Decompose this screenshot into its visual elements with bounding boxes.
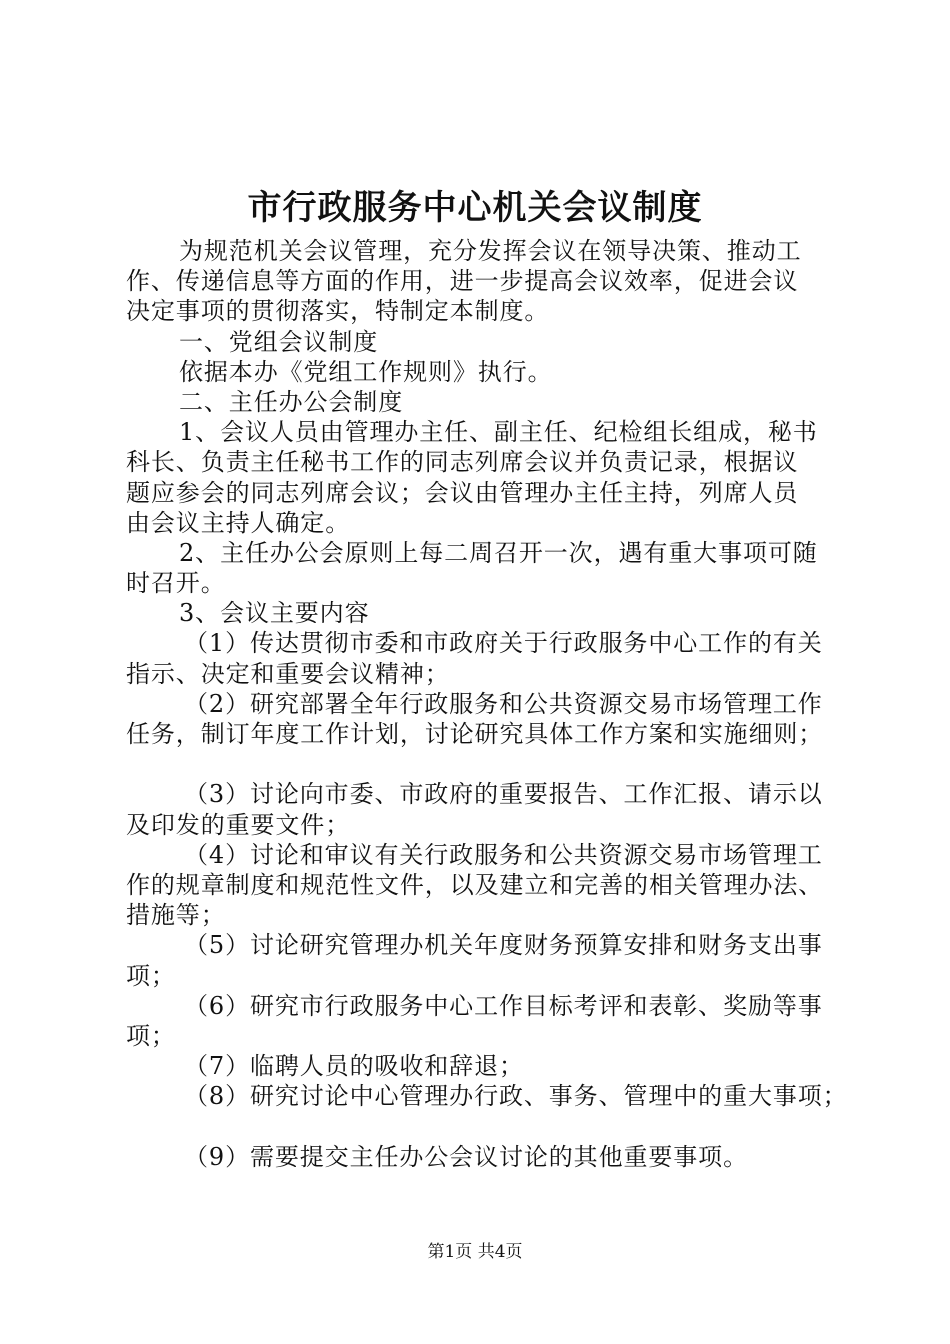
- document-body: [126, 236, 848, 1172]
- list-item-line: （1）传达贯彻市委和市政府关于行政服务中心工作的有关: [184, 629, 823, 658]
- paragraph-line: 题应参会的同志列席会议；会议由管理办主任主持，列席人员: [126, 478, 799, 507]
- section-heading: 一、党组会议制度: [179, 327, 379, 356]
- paragraph-line: 时召开。: [126, 569, 226, 598]
- paragraph-line: 1、会议人员由管理办主任、副主任、纪检组长组成，秘书: [179, 418, 818, 447]
- list-item-line: 项；: [126, 961, 176, 990]
- paragraph-line: 依据本办《党组工作规则》执行。: [179, 357, 553, 386]
- subsection-heading: 3、会议主要内容: [179, 599, 370, 628]
- list-item-line: 作的规章制度和规范性文件，以及建立和完善的相关管理办法、: [126, 870, 824, 899]
- list-item-line: （2）研究部署全年行政服务和公共资源交易市场管理工作: [184, 689, 823, 718]
- blank-line: [126, 1111, 838, 1141]
- paragraph-line: 作、传递信息等方面的作用，进一步提高会议效率，促进会议: [126, 267, 799, 296]
- page-footer: 第1页 共4页: [427, 1242, 523, 1262]
- list-item-line: 措施等；: [126, 901, 226, 930]
- list-item-line: （9）需要提交主任办公会议讨论的其他重要事项。: [184, 1142, 748, 1171]
- list-item-line: （3）讨论向市委、市政府的重要报告、工作汇报、请示以: [184, 780, 823, 809]
- list-item-line: 指示、决定和重要会议精神；: [126, 659, 450, 688]
- paragraph-line: 为规范机关会议管理，充分发挥会议在领导决策、推动工: [179, 237, 802, 265]
- blank-line: [126, 749, 838, 779]
- list-item-line: （7）临聘人员的吸收和辞退；: [184, 1052, 524, 1081]
- list-item-line: 项；: [126, 1021, 176, 1050]
- list-item-line: （8）研究讨论中心管理办行政、事务、管理中的重大事项；: [184, 1082, 848, 1111]
- list-item-line: （6）研究市行政服务中心工作目标考评和表彰、奖励等事: [184, 991, 823, 1020]
- paragraph-line: 由会议主持人确定。: [126, 508, 351, 537]
- list-item-line: （5）讨论研究管理办机关年度财务预算安排和财务支出事: [184, 931, 823, 960]
- document-title: 市行政服务中心机关会议制度: [247, 188, 703, 228]
- list-item-line: 任务，制订年度工作计划，讨论研究具体工作方案和实施细则；: [126, 720, 824, 748]
- paragraph-line: 科长、负责主任秘书工作的同志列席会议并负责记录，根据议: [126, 448, 799, 477]
- paragraph-line: 决定事项的贯彻落实，特制定本制度。: [126, 297, 550, 326]
- paragraph-line: 2、主任办公会原则上每二周召开一次，遇有重大事项可随: [179, 538, 818, 567]
- list-item-line: （4）讨论和审议有关行政服务和公共资源交易市场管理工: [184, 840, 823, 869]
- list-item-line: 及印发的重要文件；: [126, 810, 351, 839]
- section-heading: 二、主任办公会制度: [179, 387, 404, 416]
